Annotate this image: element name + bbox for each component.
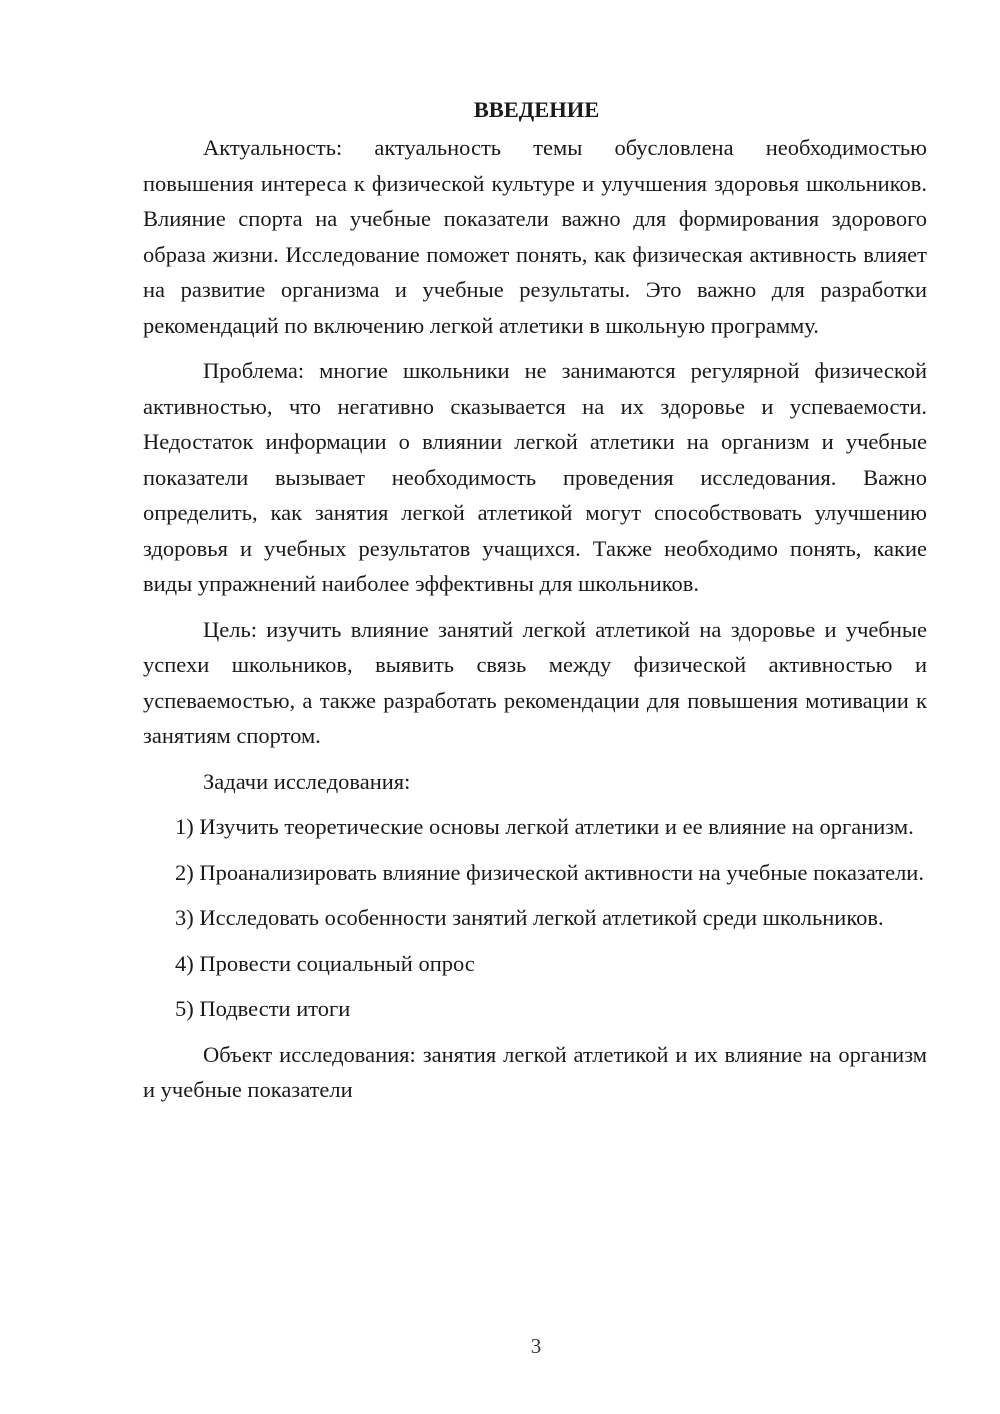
paragraph-goal: Цель: изучить влияние занятий легкой атлетикой на здоровье и учебные успехи школьников, выявить связь между физической активностью и успеваемостью, а также разработать рекомендации для повышения мотивации к занятиям спортом. xyxy=(143,616,927,748)
task-item-3: 3) Исследовать особенности занятий легкой атлетикой среди школьников. xyxy=(175,905,884,930)
task-item-5: 5) Подвести итоги xyxy=(175,996,351,1021)
task-item-1: 1) Изучить теоретические основы легкой атлетики и ее влияние на организм. xyxy=(175,814,914,839)
paragraph-object: Объект исследования: занятия легкой атлетикой и их влияние на организм и учебные показатели xyxy=(143,1041,927,1102)
paragraph-problem: Проблема: многие школьники не занимаются регулярной физической активностью, что негативно сказывается на их здоровье и успеваемости. Недостаток информации о влиянии легкой атлетики на организм и учебные показатели вызывает необходимость проведения исследования. Важно определить, как занятия легкой атлетикой могут способствовать улучшению здоровья и учебных результатов учащихся. Также необходимо понять, какие виды упражнений наиболее эффективны для школьников. xyxy=(143,358,927,596)
paragraph-tasks-heading: Задачи исследования: xyxy=(203,768,411,794)
page-number: 3 xyxy=(530,1334,542,1358)
task-item-2: 2) Проанализировать влияние физической активности на учебные показатели. xyxy=(175,859,924,885)
task-item-4: 4) Провести социальный опрос xyxy=(175,950,475,976)
section-title: ВВЕДЕНИЕ xyxy=(473,97,600,122)
document-body xyxy=(143,94,927,1118)
paragraph-relevance: Актуальность: актуальность темы обусловлена необходимостью повышения интереса к физической культуре и улучшения здоровья школьников. Влияние спорта на учебные показатели важно для формирования здорового образа жизни. Исследование поможет понять, как физическая активность влияет на развитие организма и учебные результаты. Это важно для разработки рекомендаций по включению легкой атлетики в школьную программу. xyxy=(143,135,927,338)
